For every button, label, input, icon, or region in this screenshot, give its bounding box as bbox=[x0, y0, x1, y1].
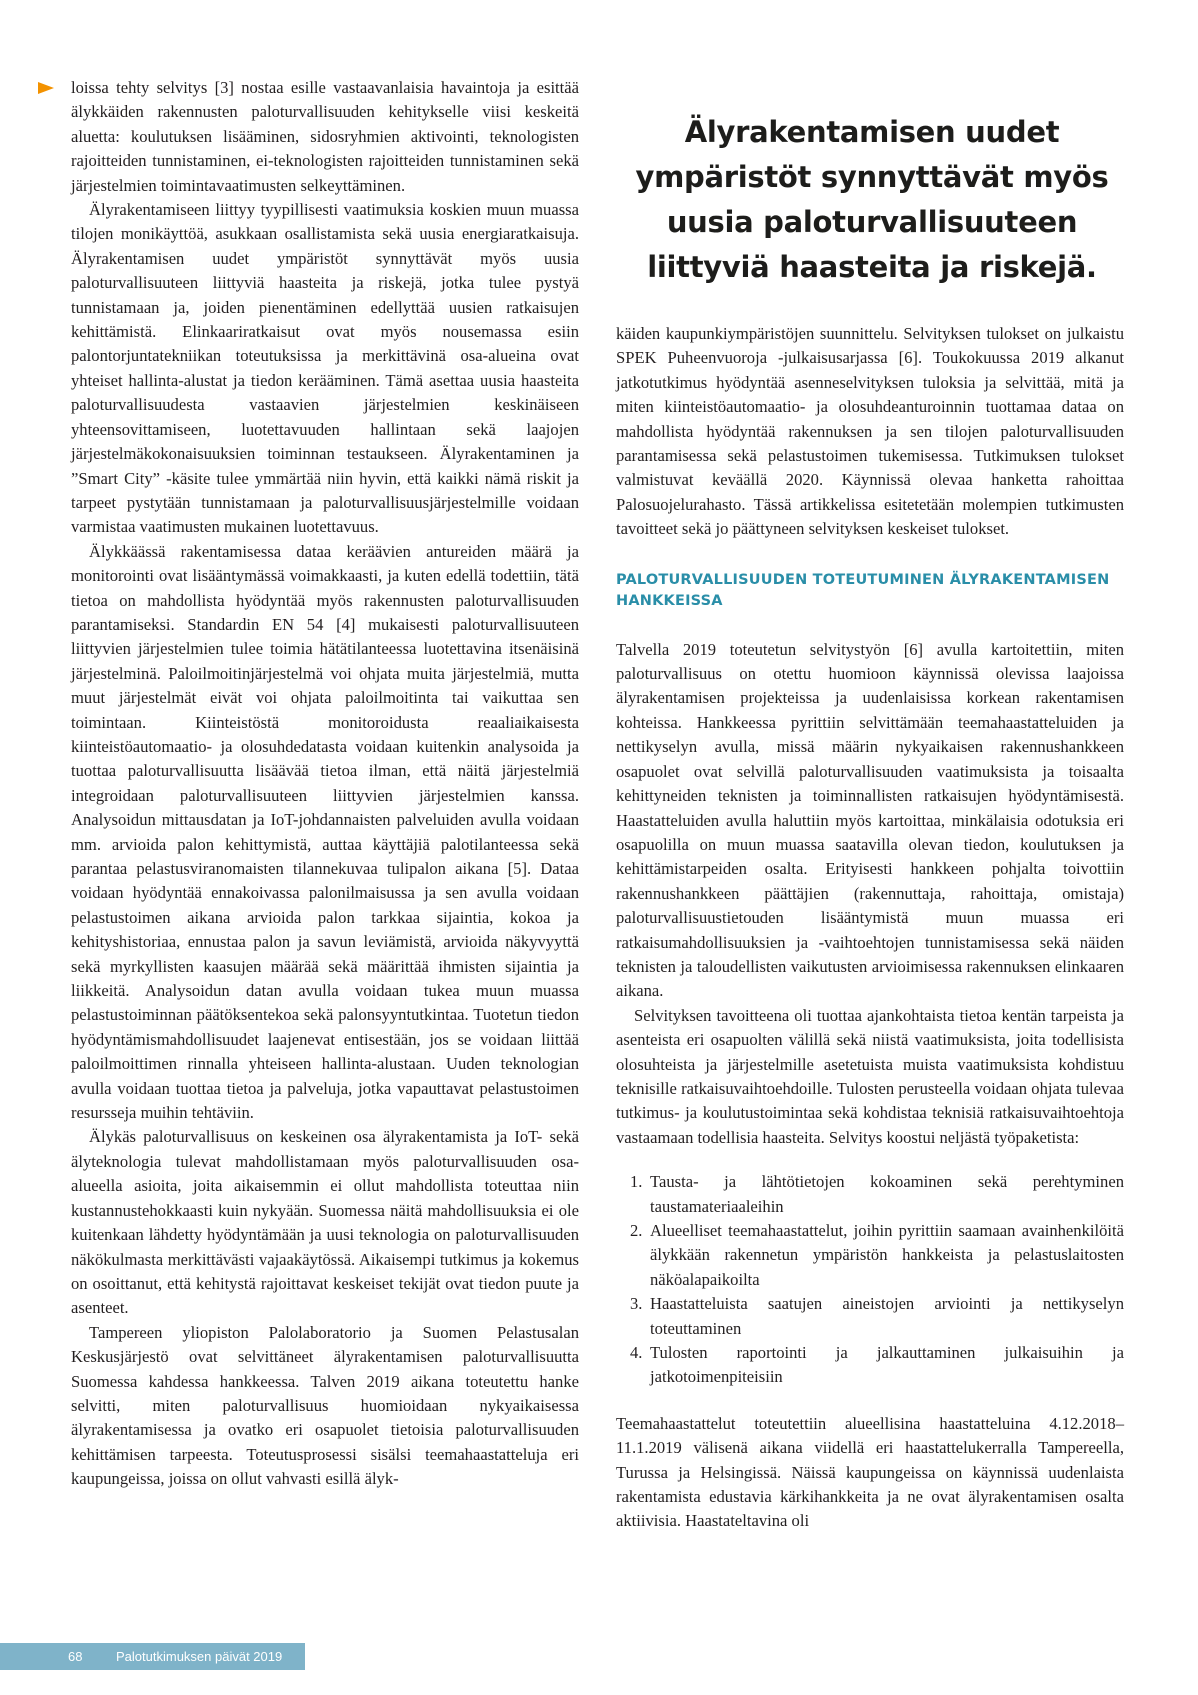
paragraph: Tampereen yliopiston Palolaboratorio ja Suomen Pelastusalan Keskusjärjestö ovat selvittäneet älyrakentamisen paloturvallisuutta Suomessa kahdessa hankkeessa. Talven 2019 aikana toteutettu hanke selvitti, miten paloturvallisuus huomioidaan nykyaikaisessa älyrakentamisessa ja ovatko eri osapuolet tietoisia paloturvallisuuden kehittämisen tarpeesta. Toteutusprosessi sisälsi teemahaastatteluja eri kaupungeissa, joissa on ollut vahvasti esillä älyk- bbox=[71, 1322, 579, 1489]
paragraph: Selvityksen tavoitteena oli tuottaa ajankohtaista tietoa kentän tarpeista ja asenteista eri osapuolten välillä sekä niistä vaatimuksista, joita todellisista olosuhteista ja järjestelmille asetetuista muista vaatimuksista kohdistuu teknisille ratkaisuvaihtoehdoille. Tulosten perusteella voidaan ohjata tulevaa tutkimus- ja koulutustoimintaa sekä kohdistaa teknisiä ratkaisuvaihtoehtoja vastaamaan todellisia haasteita. Selvitys koostui neljästä työpaketista: bbox=[616, 1005, 1124, 1147]
paragraph: Älykkäässä rakentamisessa dataa keräävien antureiden määrä ja monitorointi ovat lisääntymässä voimakkaasti, ja kuten edellä todettiin, tätä tietoa on mahdollista hyödyntää myös rakennusten paloturvallisuuden parantamiseksi. Standardin EN 54 [4] mukaisesti paloturvallisuuteen liittyvien järjestelmien tulee toimia hätätilanteessa luotettavina itsenäisinä järjestelminä. Paloilmoitinjärjestelmä voi ohjata muita järjestelmiä, mutta muut järjestelmät eivät voi ohjata paloilmoitinta tai vaikuttaa sen toimintaan. Kiinteistöstä monitoroidusta reaaliaikaisesta kiinteistöautomaatio- ja olosuhdedatasta voidaan kuitenkin analysoida ja tuottaa paloturvallisuutta lisäävää tietoa ilman, että näitä järjestelmiä integroidaan paloturvallisuuteen liittyvien järjestelmien kanssa. Analysoidun mittausdatan ja IoT-johdannaisten palveluiden avulla voidaan mm. arvioida palon kehittymistä, auttaa käyttäjiä palotilanteessa sekä parantaa pelastusviranomaisten tilannekuvaa tulipalon aikana [5]. Dataa voidaan hyödyntää ennakoivassa palonilmaisussa ja sen avulla voidaan pelastustoimen aikana arvioida palon tarkkaa sijaintia, kokoa ja kehityshistoriaa, ennustaa palon ja savun leviämistä, arvioida näkyvyyttä sekä myrkyllisten kaasujen määrää sekä määrittää ihmisten sijaintia ja liikkeitä. Analysoidun datan avulla voidaan tukea muun muassa pelastustoiminnan päätöksentekoa sekä palonsyyntutkintaa. Tuotetun tiedon hyödyntämismahdollisuudet laajenevat entisestään, jos se voidaan liittää paloilmoittimen rinnalla yhteiseen hallinta-alustaan. Uuden teknologian avulla voidaan tuottaa tietoa ja palveluja, jotka vapauttavat pelastustoimen resursseja muihin tehtäviin. bbox=[71, 541, 579, 1123]
list-item-text: Tausta- ja lähtötietojen kokoaminen sekä perehtyminen taustamateriaaleihin bbox=[650, 1172, 1124, 1216]
list-item bbox=[616, 1219, 1124, 1292]
section-heading: PALOTURVALLISUUDEN TOTEUTUMINEN ÄLYRAKENTAMISEN HANKKEISSA bbox=[616, 571, 1110, 609]
list-item bbox=[616, 1292, 1124, 1341]
paragraph: Älyrakentamiseen liittyy tyypillisesti vaatimuksia koskien muun muassa tilojen monikäyttöä, asukkaan osallistamista sekä uusia energiaratkaisuja. Älyrakentamisen uudet ympäristöt synnyttävät myös uusia paloturvallisuuteen liittyviä haasteita ja riskejä, jotka tulee pystyä tunnistamaan ja, joiden pienentäminen edellyttää uusien ratkaisujen kehittämistä. Elinkaariratkaisut ovat myös nousemassa esiin palontorjuntatekniikan toteutuksissa ja merkittävinä osa-alueina ovat yhteiset hallinta-alustat ja tiedon kerääminen. Tämä asettaa uusia haasteita paloturvallisuudesta vastaavien järjestelmien keskinäiseen yhteensovittamiseen, luotettavuuden hallintaan sekä laajojen järjestelmäkokonaisuuksien toiminnan testaukseen. Älyrakentaminen ja ”Smart City” -käsite tulee ymmärtää niin hyvin, että kaikki nämä riskit ja tarpeet pystytään tunnistamaan ja paloturvallisuusjärjestelmille voidaan varmistaa vaatimusten mukainen luotettavuus. bbox=[71, 200, 579, 537]
list-item-number: 3. bbox=[630, 1294, 643, 1314]
paragraph: loissa tehty selvitys [3] nostaa esille vastaavanlaisia havaintoja ja esittää älykkäiden rakennusten paloturvallisuuden kehitykselle viisi keskeitä aluetta: koulutuksen lisääminen, sidosryhmien aktivointi, teknologisten rajoitteiden tunnistaminen, ei-teknologisten rajoitteiden tunnistaminen sekä järjestelmien toimintavaatimusten selkeyttäminen. bbox=[71, 78, 579, 195]
list-item bbox=[616, 1341, 1124, 1390]
paragraph: Älykäs paloturvallisuus on keskeinen osa älyrakentamista ja IoT- sekä älyteknologia tulevat mahdollistamaan myös paloturvallisuuden osa-alueella asioita, joita aikaisemmin ei ollut mahdollista toteuttaa niin kustannustehokkaasti kuin nykyään. Suomessa näitä mahdollisuuksia ei ole kuitenkaan lähdetty hyödyntämään ja uusi teknologia on paloturvallisuuden näkökulmasta merkittävästi vajaakäytössä. Aikaisempi tutkimus ja kokemus on osoittanut, että kehitystä rajoittavat keskeiset tekijät ovat tiedon puute ja asenteet. bbox=[71, 1127, 579, 1318]
right-column bbox=[616, 322, 1124, 1534]
paragraph: käiden kaupunkiympäristöjen suunnittelu. Selvityksen tulokset on julkaistu SPEK Puheenvuoroja -julkaisusarjassa [6]. Toukokuussa 2019 alkanut jatkotutkimus hyödyntää asenneselvityksen tuloksia ja selvittää, mitä ja miten kiinteistöautomaatio- ja olosuhdeanturoinnin tuottamaa dataa on mahdollista hyödyntää rakennuksen ja sen tilojen paloturvallisuuden parantamisessa sekä pelastustoimen tukemisessa. Tutkimuksen tulokset valmistuvat keväällä 2020. Käynnissä olevaa hanketta rahoittaa Palosuojelurahasto. Tässä artikkelissa esitetetään molempien tutkimusten tavoitteet sekä jo päättyneen selvityksen keskeiset tulokset. bbox=[616, 324, 1124, 539]
work-package-list bbox=[616, 1170, 1124, 1390]
pull-quote: Älyrakentamisen uudet ympäristöt synnyttävät myös uusia paloturvallisuuteen liittyviä haasteita ja riskejä. bbox=[635, 115, 1109, 284]
left-column bbox=[71, 76, 579, 1492]
list-item-number: 2. bbox=[630, 1221, 643, 1240]
list-item-text: Tulosten raportointi ja jalkauttaminen julkaisuihin ja jatkotoimenpiteisiin bbox=[650, 1343, 1124, 1387]
page-number: 68 bbox=[68, 1649, 83, 1664]
list-item bbox=[616, 1170, 1124, 1219]
list-item-text: Haastatteluista saatujen aineistojen arviointi ja nettikyselyn toteuttaminen bbox=[650, 1294, 1124, 1338]
page-footer bbox=[0, 1643, 305, 1670]
list-item-number: 1. bbox=[630, 1172, 643, 1192]
continuation-arrow-icon bbox=[38, 82, 54, 94]
list-item-number: 4. bbox=[630, 1343, 643, 1363]
list-item-text: Alueelliset teemahaastattelut, joihin pyrittiin saamaan avainhenkilöitä älykkään rakennetun ympäristön hankkeista ja pelastuslaitosten näköalapaikoilta bbox=[650, 1221, 1124, 1289]
paragraph: Teemahaastattelut toteutettiin alueellisina haastatteluina 4.12.2018–11.1.2019 välisenä aikana viidellä eri haastattelukerralla Tampereella, Turussa ja Helsingissä. Näissä kaupungeissa on käynnissä uudenlaista rakentamista edustavia kärkihankkeita ja ne ovat älyrakentamisen osalta aktiivisia. Haastateltavina oli bbox=[616, 1413, 1124, 1531]
publication-name: Palotutkimuksen päivät 2019 bbox=[116, 1649, 283, 1664]
paragraph: Talvella 2019 toteutetun selvitystyön [6] avulla kartoitettiin, miten paloturvallisuus on otettu huomioon käynnissä olevissa laajoissa älyrakentamisen projekteissa ja uudenlaisissa korkean rakentamisen kohteissa. Hankkeessa pyrittiin selvittämään teemahaastatteluiden ja nettikyselyn avulla, missä määrin nykyaikaisen rakennushankkeen osapuolet ovat selvillä paloturvallisuuden vaatimuksista ja toisaalta kehittyneiden teknisten ja toiminnallisten ratkaisujen hyödyntämisestä. Haastatteluiden avulla haluttiin myös kartoittaa, minkälaisia odotuksia eri osapuolilla on muun muassa saatavilla olevan tiedon, koulutuksen ja kehittämistarpeiden osalta. Erityisesti hankkeen pohjalta toivottiin rakennushankkeen päättäjien (rakennuttaja, rahoittaja, omistaja) paloturvallisuustietouden lisääntymistä muun muassa eri ratkaisumahdollisuuksien ja -vaihtoehtojen tunnistamisessa sekä näiden teknisten ja taloudellisten vaikutusten arvioimisessa rakennuksen elinkaaren aikana. bbox=[616, 639, 1124, 1001]
